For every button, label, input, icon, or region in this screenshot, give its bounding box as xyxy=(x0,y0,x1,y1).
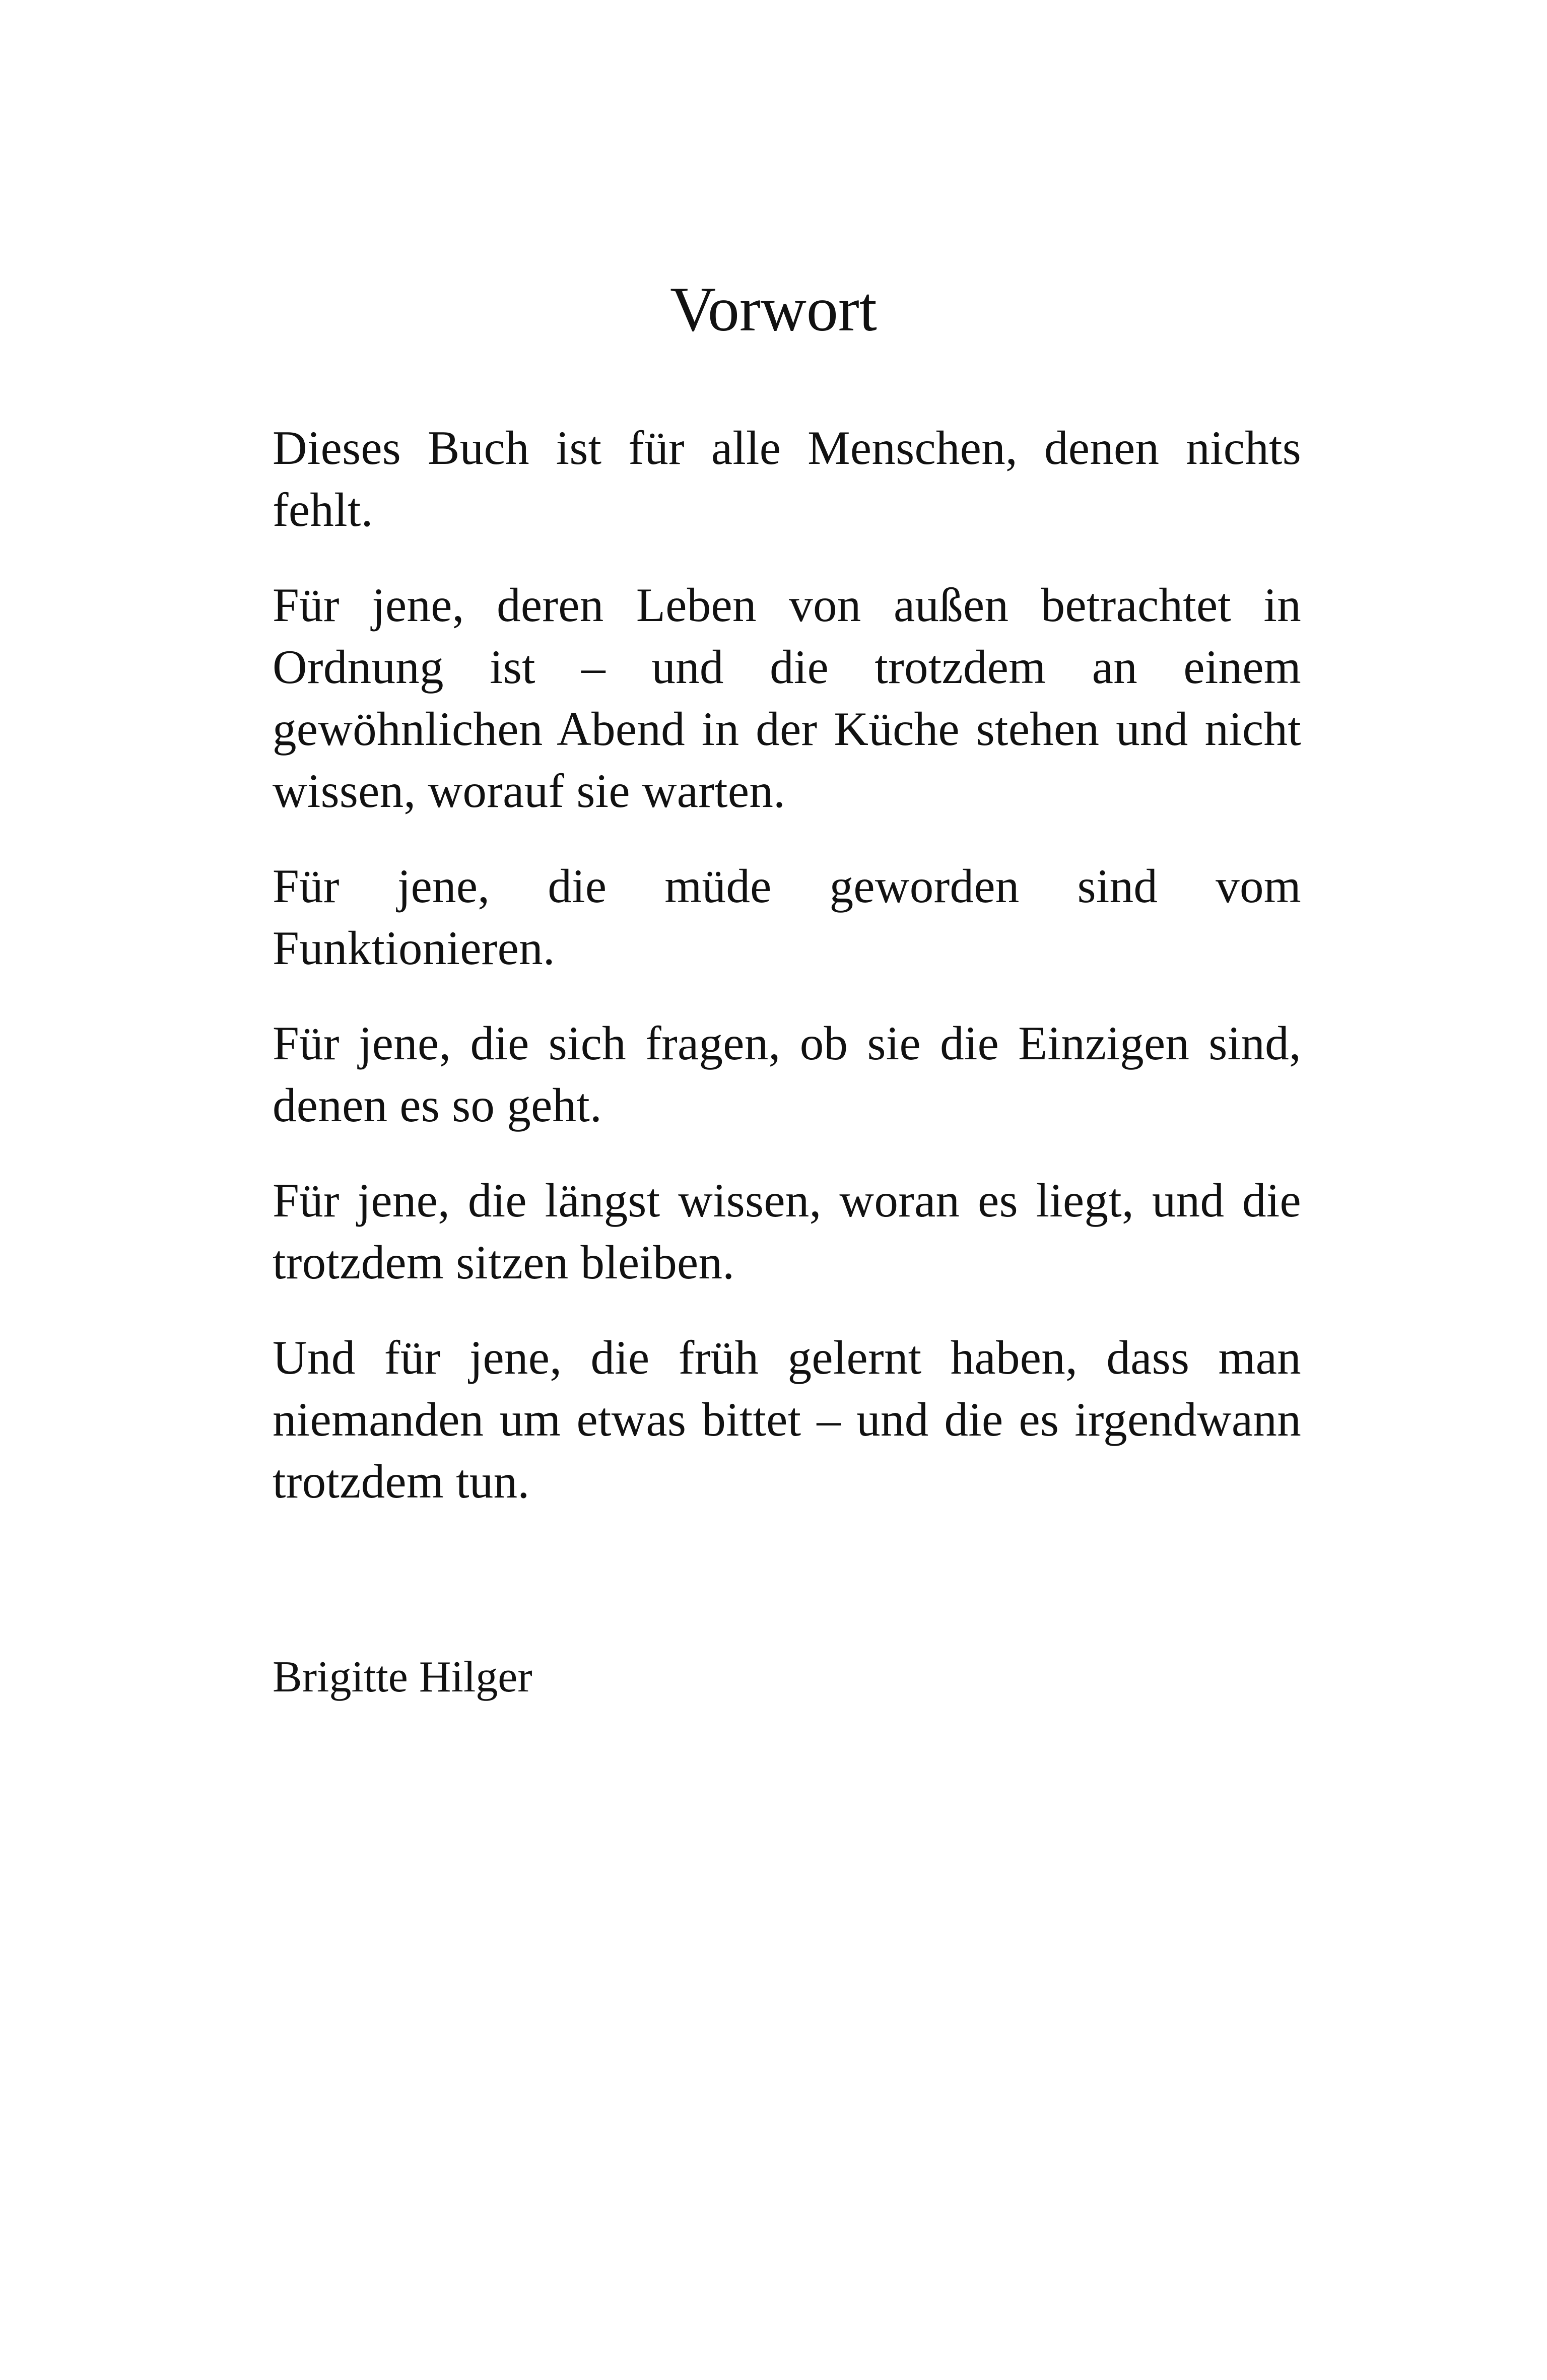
paragraph: Für jene, die sich fragen, ob sie die Einzigen sind, denen es so geht. xyxy=(273,1016,1301,1132)
paragraph: Für jene, deren Leben von außen betrachtet in Ordnung ist – und die trotzdem an einem gewöhnlichen Abend in der Küche stehen und nicht wissen, worauf sie warten. xyxy=(273,578,1301,818)
paragraph: Für jene, die längst wissen, woran es liegt, und die trotzdem sitzen bleiben. xyxy=(273,1174,1301,1289)
foreword-text xyxy=(273,417,1301,1546)
author-signature: Brigitte Hilger xyxy=(273,1653,532,1702)
paragraph: Für jene, die müde geworden sind vom Funktionieren. xyxy=(273,859,1301,975)
paragraph: Und für jene, die früh gelernt haben, dass man niemanden um etwas bittet – und die es irgendwann trotzdem tun. xyxy=(273,1331,1301,1508)
page-title: Vorwort xyxy=(670,275,877,345)
paragraph: Dieses Buch ist für alle Menschen, denen nichts fehlt. xyxy=(273,421,1301,536)
